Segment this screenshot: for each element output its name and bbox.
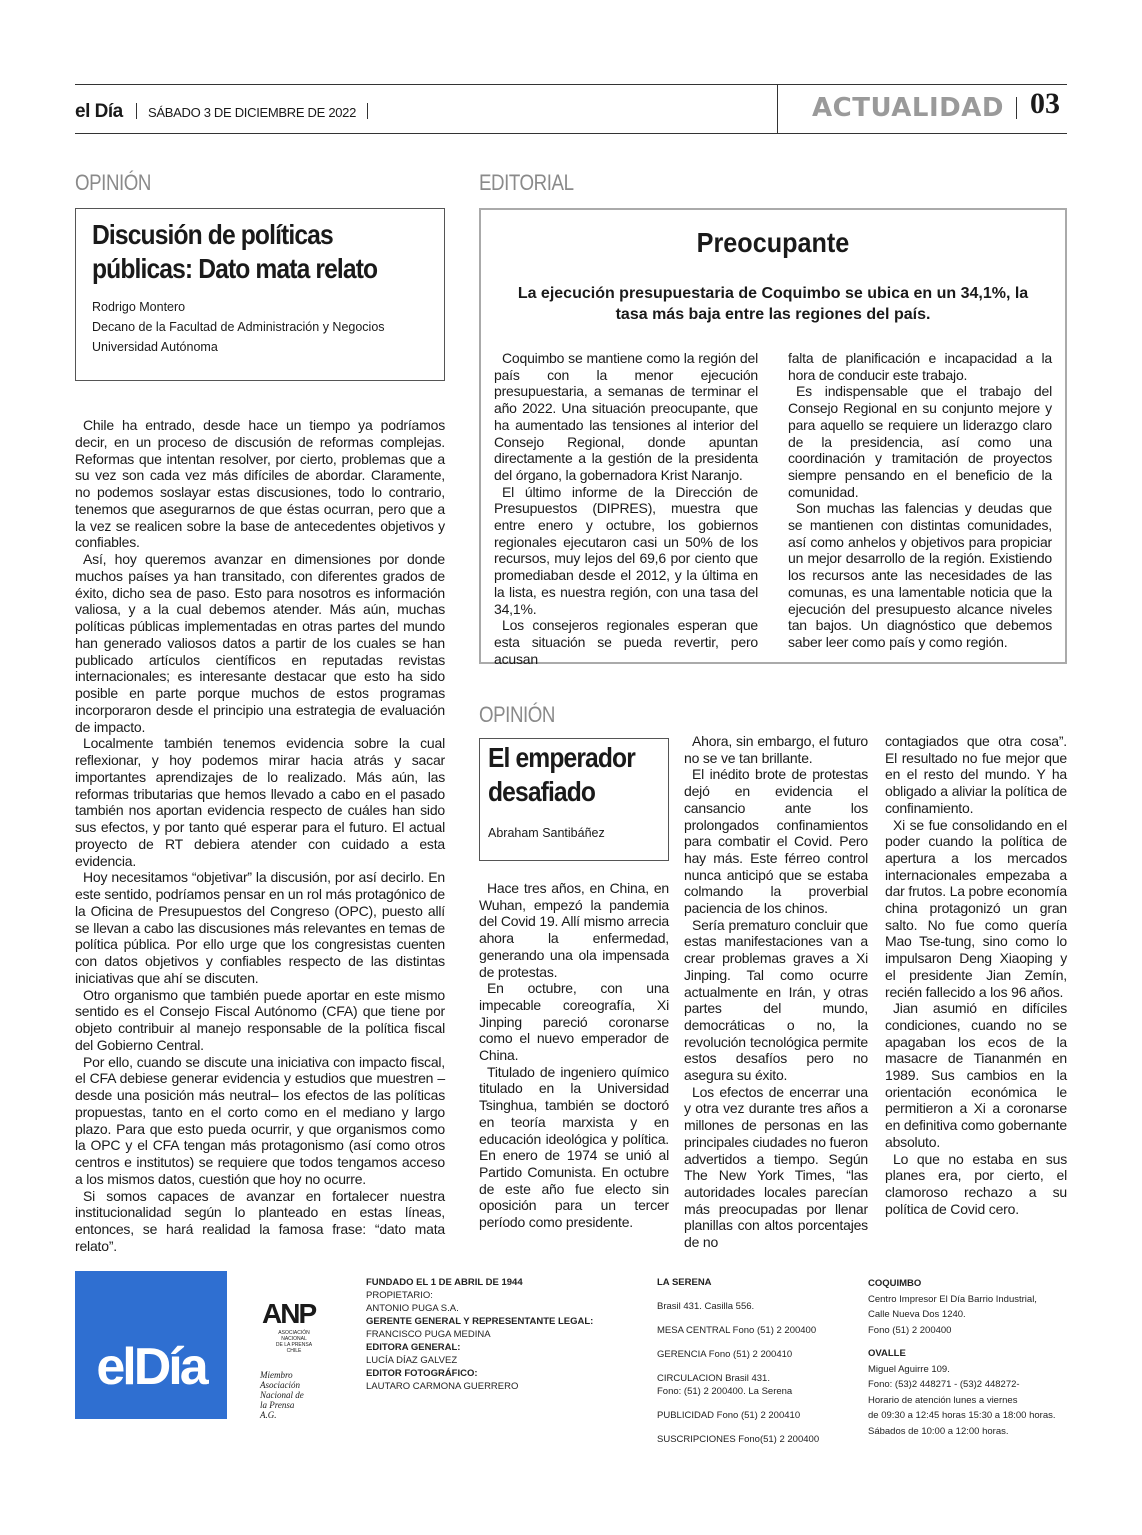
footer-owner-label: PROPIETARIO: <box>366 1290 433 1301</box>
opinion1-institution: Universidad Autónoma <box>92 340 218 354</box>
footer-coquimbo-title: COQUIMBO <box>868 1278 922 1289</box>
anp-member-line: la Prensa <box>260 1400 295 1410</box>
opinion2-column-3 <box>885 733 1067 1217</box>
opinion2-paragraph: Titulado de ingeniero químico titulado en la Universidad Tsinghua, también se doctoró en teoría marxista y en educación ideológica y política. En enero de 1974 se unió al Partido Comunista. En octubre de este año fue electo sin oposición para un tercer período como presidente. <box>479 1063 669 1231</box>
footer-coquimbo-line: Fono (51) 2 200400 <box>868 1324 952 1336</box>
footer-editor: LUCÍA DÍAZ GALVEZ <box>366 1355 458 1366</box>
opinion1-paragraph: Hoy necesitamos “objetivar” la discusión, por así decirlo. En este sentido, podríamos pensar en un rol más protagónico de la Oficina de Presupuestos del Congreso (OPC), puesto allí se llevan a cabo las discusiones más relevantes en temas de política pública. Por ello urge que los congresistas cuenten con datos objetivos y confiables respecto de las distintas iniciativas que ahí se discuten. <box>75 869 445 986</box>
header-separator <box>1016 97 1017 119</box>
editorial-title: Preocupante <box>696 227 850 258</box>
footer-serena-publicidad: PUBLICIDAD Fono (51) 2 200410 <box>657 1410 801 1421</box>
opinion1-role: Decano de la Facultad de Administración y Negocios <box>92 320 385 334</box>
anp-caption: ASOCIACIÓN <box>278 1330 310 1336</box>
footer-ovalle-line: de 09:30 a 12:45 horas 15:30 a 18:00 horas. <box>868 1410 1056 1421</box>
footer-ovalle-title: OVALLE <box>868 1348 906 1359</box>
section-name: ACTUALIDAD <box>812 93 1004 123</box>
opinion2-paragraph: Sería prematuro concluir que estas manifestaciones van a crear problemas graves a Xi Jinping. Tal como ocurre actualmente en Irán, y otras partes del mundo, democráticas o no, la revolución tecnológica permite estos desafíos pero no asegura su éxito. <box>684 916 868 1084</box>
anp-logo <box>262 1298 326 1354</box>
anp-caption: DE LA PRENSA <box>275 1342 313 1348</box>
footer-ovalle-line: Sábados de 10:00 a 12:00 horas. <box>868 1425 1009 1437</box>
opinion2-paragraph: Lo que no estaba en sus planes era, por cierto, el clamoroso rechazo a su política de Covid cero. <box>885 1150 1067 1217</box>
footer-photo-editor: LAUTARO CARMONA GUERRERO <box>366 1381 519 1392</box>
opinion1-title-line1: Discusión de políticas <box>92 219 333 250</box>
opinion2-paragraph: Hace tres años, en China, en Wuhan, empezó la pandemia del Covid 19. Allí mismo arrecia ahora la enfermedad, generando una ola impensada de protestas. <box>479 880 669 980</box>
footer-coquimbo <box>868 1276 1068 1439</box>
opinion1-paragraph: Por ello, cuando se discute una iniciativa con impacto fiscal, el CFA debiese generar evidencia y estudios que muestren –desde una posición más neutral– los efectos de las políticas propuestas, tanto en el corto como en el mediano y largo plazo. Para que esto pueda ocurrir, y que organismos como la OPC y el CFA tengan más protagonismo (así como otros centros e institutos) se requiere que todos tengamos acceso a los mismos datos, cuestión que hoy no ocurre. <box>75 1053 445 1187</box>
footer-logo: elDía <box>75 1271 227 1419</box>
footer-serena-circulacion: CIRCULACION Brasil 431. <box>657 1373 770 1384</box>
opinion2-paragraph: Xi se fue consolidando en el poder cuando la política de apertura a los mercados internacionales empezaba a dar frutos. La pobre economía china protagonizó un gran salto. No fue como quería Mao Tse-tung, sino como lo impulsaron Deng Xiaoping y el presidente Jian Zemín, recién fallecido a los 96 años. <box>885 816 1067 1000</box>
footer-founded: FUNDADO EL 1 DE ABRIL DE 1944 <box>366 1277 523 1288</box>
opinion1-body <box>75 417 445 1255</box>
anp-member-line: Miembro <box>260 1370 293 1380</box>
footer-ovalle-line: Horario de atención lunes a viernes <box>868 1394 1018 1406</box>
opinion2-title-line2: desafiado <box>488 776 596 807</box>
anp-member-text <box>260 1370 330 1420</box>
footer-photo-editor-label: EDITOR FOTOGRÁFICO: <box>366 1368 478 1379</box>
footer-owner: ANTONIO PUGA S.A. <box>366 1303 459 1314</box>
opinion2-column-1 <box>479 880 669 1231</box>
editorial-paragraph: El último informe de la Dirección de Presupuestos (DIPRES), muestra que entre enero y octubre, los gobiernos regionales ejecutaron casi un 50% de los recursos, muy lejos del 69,6 por ciento que promediaban desde el 2012, y la última en la lista, es nuestra región, con una tasa del 34,1%. <box>494 483 758 617</box>
footer-coquimbo-line: Centro Impresor El Día Barrio Industrial, <box>868 1293 1037 1305</box>
opinion1-author: Rodrigo Montero <box>92 300 186 314</box>
opinion2-paragraph: Jian asumió en difíciles condiciones, cuando no se apagaban los ecos de la masacre de Tiananmén en 1989. Sus cambios en la orientación económica le permitieron a Xi a coronarse en definitiva como gobernante absoluto. <box>885 1000 1067 1150</box>
footer-ovalle-line: Miguel Aguirre 109. <box>868 1363 950 1375</box>
footer-serena-circulacion: Fono: (51) 2 200400. La Serena <box>657 1386 793 1397</box>
opinion1-paragraph: Localmente también tenemos evidencia sobre la cual reflexionar, y hoy podemos mirar hacia atrás y sacar importantes aprendizajes de lo realizado. Más aún, las reformas tributarias que hemos llevado a cabo en el pasado también nos aportan evidencia respecto de cuáles han sido sus efectos, y por tanto qué esperar para el futuro. El actual proyecto de RT debiera atender con cuidado a esta evidencia. <box>75 735 445 869</box>
opinion2-paragraph: El inédito brote de protestas dejó en evidencia el cansancio ante los prolongados confinamientos para combatir el Covid. Pero hay más. Este férreo control nunca anticipó que se estaba colmando la proverbial paciencia de los chinos. <box>684 766 868 917</box>
opinion2-paragraph: contagiados que otra cosa”. El resultado no fue mejor que en el resto del mundo. Y ha obligado a aliviar la política de confinamiento. <box>885 733 1067 816</box>
header-logo: el Día <box>75 101 123 122</box>
footer-coquimbo-line: Calle Nueva Dos 1240. <box>868 1309 966 1320</box>
header-divider <box>777 85 778 133</box>
footer-serena-address: Brasil 431. Casilla 556. <box>657 1301 755 1312</box>
editorial-paragraph: Los consejeros regionales esperan que esta situación se pueda revertir, pero acusan <box>494 617 758 667</box>
footer-manager: FRANCISCO PUGA MEDINA <box>366 1329 491 1340</box>
opinion2-label: OPINIÓN <box>479 702 555 727</box>
editorial-paragraph: Coquimbo se mantiene como la región del país con la menor ejecución presupuestaria, a semanas de terminar el año 2022. Una situación preocupante, que ha aumentado las tensiones al interior del Consejo Regional, donde apuntan directamente a la gestión de la presidenta del órgano, la gobernadora Krist Naranjo. <box>494 350 758 483</box>
footer-serena-title: LA SERENA <box>657 1277 712 1288</box>
footer-serena-gerencia: GERENCIA Fono (51) 2 200410 <box>657 1349 793 1360</box>
opinion-label: OPINIÓN <box>75 170 151 195</box>
page-number: 03 <box>1030 87 1060 120</box>
anp-mark: ANP <box>262 1298 316 1329</box>
opinion2-paragraph: En octubre, con una impecable coreografía, Xi Jinping pareció coronarse como el nuevo emperador de China. <box>479 980 669 1064</box>
editorial-column-2 <box>788 350 1052 651</box>
header-rule-bottom <box>75 133 1067 134</box>
footer-serena-mesa: MESA CENTRAL Fono (51) 2 200400 <box>657 1325 817 1336</box>
opinion1-paragraph: Chile ha entrado, desde hace un tiempo ya podríamos decir, en un proceso de discusión de reformas complejas. Reformas que intentan resolver, por cierto, problemas que a su vez son cada vez más difíciles de abordar. Claramente, no podemos soslayar estas discusiones, todo lo contrario, tenemos que asegurarnos de que éstas ocurran, pero que a la vez se realicen sobre la base de antecedentes objetivos y confiables. <box>75 417 445 551</box>
opinion1-title-line2: públicas: Dato mata relato <box>92 253 378 284</box>
opinion1-paragraph: Otro organismo que también puede aportar en este mismo sentido es el Consejo Fiscal Autónomo (CFA) que tiene por objeto contribuir al manejo responsable de la política fiscal del Gobierno Central. <box>75 986 445 1053</box>
opinion2-paragraph: Ahora, sin embargo, el futuro no se ve tan brillante. <box>684 733 868 766</box>
header-separator <box>367 103 368 119</box>
editorial-paragraph: falta de planificación e incapacidad a la hora de conducir este trabajo. <box>788 350 1052 383</box>
footer-la-serena <box>657 1276 857 1446</box>
footer-manager-label: GERENTE GENERAL Y REPRESENTANTE LEGAL: <box>366 1316 594 1327</box>
anp-member-line: Nacional de <box>260 1390 304 1400</box>
opinion2-column-2 <box>684 733 868 1251</box>
anp-caption: NACIONAL <box>281 1336 307 1342</box>
editorial-subtitle: La ejecución presupuestaria de Coquimbo se ubica en un 34,1%, la tasa más baja entre las regiones del país. <box>517 285 1029 323</box>
opinion2-author: Abraham Santibáñez <box>488 826 605 840</box>
footer-ovalle-line: Fono: (53)2 448271 - (53)2 448272- <box>868 1379 1020 1390</box>
footer-staff <box>366 1276 636 1393</box>
opinion1-paragraph: Si somos capaces de avanzar en fortalecer nuestra institucionalidad según lo planteado en estas líneas, entonces, se hará realidad la famosa frase: “dato mata relato”. <box>75 1187 445 1254</box>
header-separator <box>136 103 137 119</box>
header-date: SÁBADO 3 DE DICIEMBRE DE 2022 <box>148 105 357 120</box>
editorial-label: EDITORIAL <box>479 170 574 195</box>
anp-caption: CHILE <box>286 1348 302 1354</box>
footer-editor-label: EDITORA GENERAL: <box>366 1342 461 1353</box>
opinion1-paragraph: Así, hoy queremos avanzar en dimensiones por donde muchos países ya han transitado, con diferentes grados de éxito, dicho sea de paso. Esto para nosotros es información valiosa, y a la cual debemos atender. Más aún, muchas políticas públicas implementadas en otras partes del mundo han generado valiosos datos a partir de los cuales se han publicado artículos científicos en reputadas revistas internacionales; es interesante destacar que esto ha sido posible en parte porque muchos de estos programas incorporaron desde el principio una estrategia de evaluación de impacto. <box>75 551 445 735</box>
anp-member-line: A.G. <box>260 1410 277 1420</box>
editorial-column-1 <box>494 350 758 667</box>
anp-member-line: Asociación <box>260 1380 300 1390</box>
editorial-paragraph: Es indispensable que el trabajo del Consejo Regional en su conjunto mejore y para aquello se requiere un liderazgo claro de la presidencia, así como una coordinación y tramitación de proyectos siempre pensando en el beneficio de la comunidad. <box>788 383 1052 500</box>
footer-serena-suscripciones: SUSCRIPCIONES Fono(51) 2 200400 <box>657 1434 820 1445</box>
opinion2-title-line1: El emperador <box>488 742 635 773</box>
header-rule-top <box>75 84 1067 85</box>
opinion2-paragraph: Los efectos de encerrar una y otra vez durante tres años a millones de personas en las principales ciudades no fueron advertidos a tiempo. Según The New York Times, “las autoridades locales parecían más preocupadas por llenar planillas con altos porcentajes de no <box>684 1083 868 1251</box>
editorial-paragraph: Son muchas las falencias y deudas que se mantienen con distintas comunidades, así como anhelos y objetivos para propiciar un mejor desarrollo de la región. Existiendo los recursos ante las necesidades de las comunas, es una lamentable noticia que la ejecución del presupuesto alcance niveles tan bajos. Un diagnóstico que debemos saber leer como país y como región. <box>788 500 1052 650</box>
